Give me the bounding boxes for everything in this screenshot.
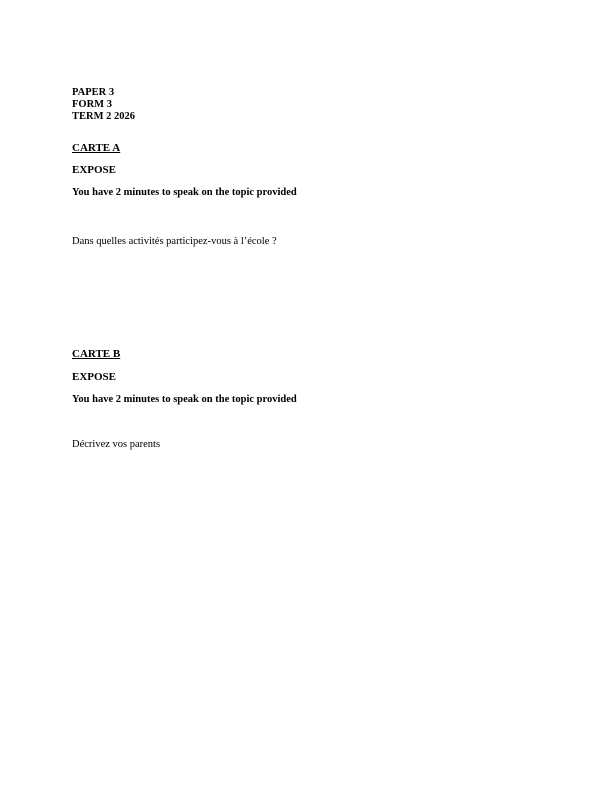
card-b-title: CARTE B — [72, 348, 121, 360]
card-a-title: CARTE A — [72, 142, 121, 154]
card-b-instruction: You have 2 minutes to speak on the topic provided — [72, 394, 297, 405]
term-label: TERM 2 2026 — [72, 111, 135, 122]
form-label: FORM 3 — [72, 99, 112, 110]
document-header — [72, 87, 135, 123]
card-a-topic: Dans quelles activités participez-vous à l’école ? — [72, 236, 277, 247]
card-a-section-heading: EXPOSE — [72, 164, 117, 176]
paper-label: PAPER 3 — [72, 87, 115, 98]
card-b-section-heading: EXPOSE — [72, 371, 117, 383]
document-page — [72, 0, 552, 792]
card-a-instruction: You have 2 minutes to speak on the topic provided — [72, 187, 297, 198]
card-b-topic: Décrivez vos parents — [72, 439, 161, 450]
